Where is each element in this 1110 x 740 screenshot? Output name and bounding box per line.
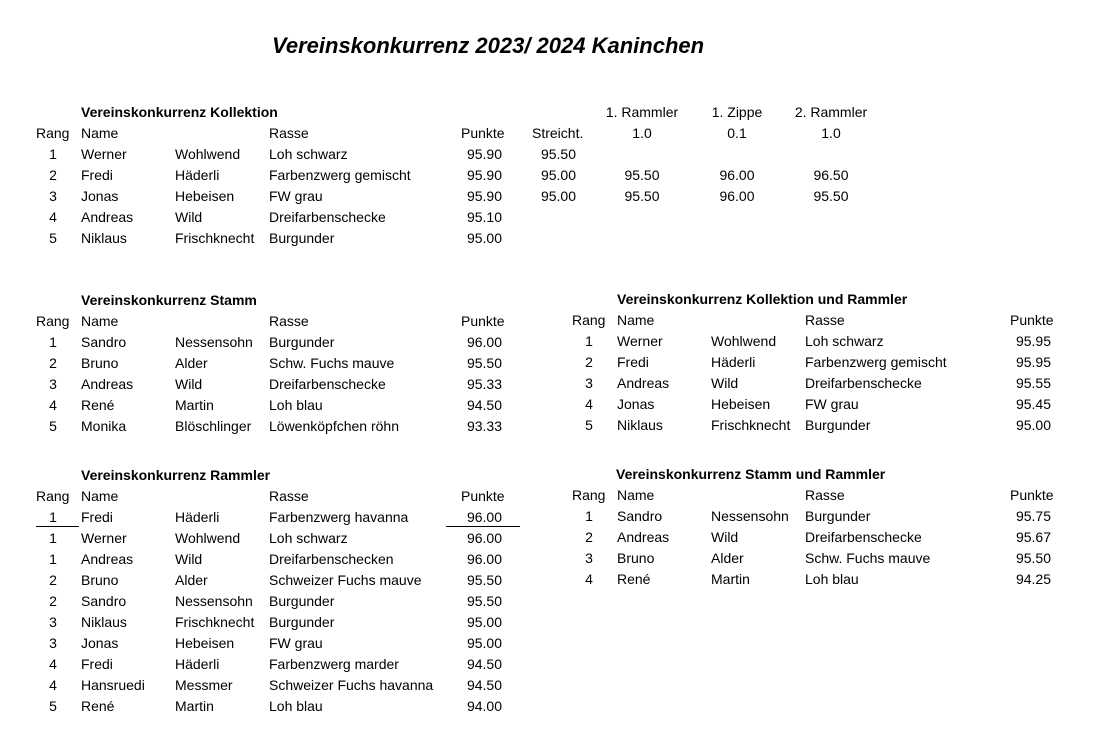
cell-rasse: Farbenzwerg gemischt xyxy=(805,354,947,370)
cell-first-name: Andreas xyxy=(617,529,670,545)
cell-last-name: Hebeisen xyxy=(711,396,771,412)
cell-first-name: Andreas xyxy=(81,209,134,225)
cell-last-name: Frischknecht xyxy=(175,614,255,630)
cell-rang: 1 xyxy=(49,551,57,567)
cell-rang: 4 xyxy=(49,656,57,672)
cell-rang: 1 xyxy=(585,333,593,349)
cell-rasse: Burgunder xyxy=(805,508,871,524)
cell-rang: 5 xyxy=(585,417,593,433)
cell-rasse: Schw. Fuchs mauve xyxy=(269,355,395,371)
header-rasse: Rasse xyxy=(269,125,309,141)
cell-rasse: Farbenzwerg havanna xyxy=(269,509,409,525)
cell-last-name: Häderli xyxy=(175,509,220,525)
cell-rang: 3 xyxy=(49,635,57,651)
cell-rang: 2 xyxy=(585,529,593,545)
cell-first-name: Werner xyxy=(81,146,127,162)
cell-rang: 2 xyxy=(49,355,57,371)
cell-rasse: Schweizer Fuchs mauve xyxy=(269,572,422,588)
cell-zippe-1: 96.00 xyxy=(719,167,755,183)
cell-rasse: Dreifarbenschecke xyxy=(805,529,922,545)
cell-last-name: Hebeisen xyxy=(175,635,235,651)
cell-rasse: Schw. Fuchs mauve xyxy=(805,550,931,566)
punkte-underline xyxy=(446,526,520,527)
cell-last-name: Wild xyxy=(711,529,739,545)
cell-rang: 2 xyxy=(49,593,57,609)
cell-first-name: Jonas xyxy=(81,188,119,204)
cell-streicht: 95.00 xyxy=(540,188,576,204)
cell-punkte: 96.00 xyxy=(466,509,502,525)
cell-rang: 3 xyxy=(49,614,57,630)
cell-punkte: 95.50 xyxy=(1015,550,1051,566)
cell-rasse: Farbenzwerg marder xyxy=(269,656,399,672)
header-rasse: Rasse xyxy=(805,312,845,328)
cell-punkte: 94.00 xyxy=(466,698,502,714)
cell-punkte: 95.00 xyxy=(466,635,502,651)
cell-first-name: Sandro xyxy=(617,508,663,524)
section-title: Vereinskonkurrenz Stamm xyxy=(81,292,257,308)
cell-rasse: FW grau xyxy=(269,635,323,651)
cell-rang: 1 xyxy=(49,334,57,350)
cell-first-name: Jonas xyxy=(81,635,119,651)
header-rang: Rang xyxy=(36,125,70,141)
cell-streicht: 95.50 xyxy=(540,146,576,162)
cell-punkte: 96.00 xyxy=(466,334,502,350)
cell-first-name: Niklaus xyxy=(81,614,127,630)
cell-first-name: Niklaus xyxy=(617,417,663,433)
cell-first-name: Andreas xyxy=(617,375,670,391)
cell-first-name: Sandro xyxy=(81,593,127,609)
cell-first-name: Bruno xyxy=(617,550,655,566)
cell-last-name: Alder xyxy=(175,355,208,371)
header-extra-value: 1.0 xyxy=(821,125,841,141)
cell-first-name: Monika xyxy=(81,418,127,434)
cell-punkte: 95.55 xyxy=(1015,375,1051,391)
cell-rasse: FW grau xyxy=(269,188,323,204)
cell-rasse: Loh schwarz xyxy=(269,530,348,546)
cell-rasse: Burgunder xyxy=(269,614,335,630)
cell-last-name: Wohlwend xyxy=(175,530,241,546)
header-rang: Rang xyxy=(572,312,606,328)
cell-last-name: Frischknecht xyxy=(711,417,791,433)
header-name: Name xyxy=(617,487,655,503)
cell-last-name: Hebeisen xyxy=(175,188,235,204)
cell-first-name: Niklaus xyxy=(81,230,127,246)
cell-last-name: Häderli xyxy=(711,354,756,370)
cell-streicht: 95.00 xyxy=(540,167,576,183)
cell-punkte: 94.50 xyxy=(466,677,502,693)
cell-punkte: 95.95 xyxy=(1015,354,1051,370)
cell-rasse: Schweizer Fuchs havanna xyxy=(269,677,434,693)
cell-rasse: Loh schwarz xyxy=(805,333,884,349)
cell-punkte: 95.45 xyxy=(1015,396,1051,412)
cell-punkte: 95.95 xyxy=(1015,333,1051,349)
header-extra-value: 1.0 xyxy=(632,125,652,141)
cell-rasse: Dreifarbenschecken xyxy=(269,551,394,567)
cell-rang: 5 xyxy=(49,698,57,714)
cell-rang: 4 xyxy=(49,397,57,413)
cell-first-name: Jonas xyxy=(617,396,655,412)
header-rasse: Rasse xyxy=(805,487,845,503)
cell-rammler-2: 95.50 xyxy=(813,188,849,204)
cell-last-name: Wild xyxy=(175,209,203,225)
header-extra: 1. Rammler xyxy=(605,104,679,120)
cell-punkte: 95.67 xyxy=(1015,529,1051,545)
cell-rasse: Löwenköpfchen röhn xyxy=(269,418,399,434)
cell-first-name: Hansruedi xyxy=(81,677,145,693)
cell-rasse: Dreifarbenschecke xyxy=(269,209,386,225)
header-extra: 1. Zippe xyxy=(711,104,763,120)
header-punkte: Punkte xyxy=(1010,312,1054,328)
header-punkte: Punkte xyxy=(461,488,505,504)
cell-punkte: 95.10 xyxy=(466,209,502,225)
cell-zippe-1: 96.00 xyxy=(719,188,755,204)
cell-first-name: Fredi xyxy=(81,167,113,183)
section-title: Vereinskonkurrenz Rammler xyxy=(81,467,271,483)
cell-last-name: Martin xyxy=(175,698,214,714)
header-rang: Rang xyxy=(36,313,70,329)
cell-rang: 3 xyxy=(49,188,57,204)
cell-rasse: Loh schwarz xyxy=(269,146,348,162)
cell-punkte: 95.00 xyxy=(466,230,502,246)
cell-rang: 1 xyxy=(49,146,57,162)
cell-rang: 3 xyxy=(49,376,57,392)
cell-last-name: Häderli xyxy=(175,167,220,183)
cell-rammler-1: 95.50 xyxy=(624,188,660,204)
cell-rang: 2 xyxy=(49,572,57,588)
cell-last-name: Wohlwend xyxy=(175,146,241,162)
cell-punkte: 95.00 xyxy=(1015,417,1051,433)
cell-last-name: Wohlwend xyxy=(711,333,777,349)
cell-last-name: Alder xyxy=(175,572,208,588)
cell-punkte: 95.00 xyxy=(466,614,502,630)
section-title: Vereinskonkurrenz Kollektion und Rammler xyxy=(617,291,908,307)
section-title: Vereinskonkurrenz Kollektion xyxy=(81,104,278,120)
cell-rang: 1 xyxy=(585,508,593,524)
cell-last-name: Blöschlinger xyxy=(175,418,252,434)
cell-first-name: Sandro xyxy=(81,334,127,350)
header-rang: Rang xyxy=(572,487,606,503)
cell-last-name: Nessensohn xyxy=(175,334,253,350)
cell-punkte: 95.50 xyxy=(466,593,502,609)
cell-last-name: Wild xyxy=(175,551,203,567)
cell-last-name: Martin xyxy=(175,397,214,413)
cell-last-name: Häderli xyxy=(175,656,220,672)
header-streicht: Streicht. xyxy=(532,125,584,141)
cell-first-name: Fredi xyxy=(617,354,649,370)
cell-rang: 3 xyxy=(585,550,593,566)
cell-last-name: Wild xyxy=(175,376,203,392)
cell-last-name: Martin xyxy=(711,571,750,587)
cell-first-name: René xyxy=(617,571,651,587)
cell-rasse: Burgunder xyxy=(805,417,871,433)
cell-punkte: 94.50 xyxy=(466,397,502,413)
cell-rasse: Burgunder xyxy=(269,230,335,246)
cell-first-name: Werner xyxy=(617,333,663,349)
cell-first-name: René xyxy=(81,397,115,413)
cell-rang: 1 xyxy=(49,530,57,546)
header-rang: Rang xyxy=(36,488,70,504)
cell-first-name: Fredi xyxy=(81,656,113,672)
header-name: Name xyxy=(81,313,119,329)
cell-punkte: 94.50 xyxy=(466,656,502,672)
cell-rang: 1 xyxy=(49,509,57,525)
cell-punkte: 95.90 xyxy=(466,146,502,162)
cell-punkte: 95.33 xyxy=(466,376,502,392)
cell-first-name: Andreas xyxy=(81,376,134,392)
header-punkte: Punkte xyxy=(1010,487,1054,503)
cell-rasse: Dreifarbenschecke xyxy=(805,375,922,391)
page-title: Vereinskonkurrenz 2023/ 2024 Kaninchen xyxy=(272,33,705,58)
cell-rang: 3 xyxy=(585,375,593,391)
cell-rang: 4 xyxy=(49,209,57,225)
cell-rammler-2: 96.50 xyxy=(813,167,849,183)
header-punkte: Punkte xyxy=(461,313,505,329)
header-punkte: Punkte xyxy=(461,125,505,141)
cell-first-name: René xyxy=(81,698,115,714)
cell-first-name: Andreas xyxy=(81,551,134,567)
cell-rasse: Farbenzwerg gemischt xyxy=(269,167,411,183)
cell-rang: 4 xyxy=(585,396,593,412)
cell-last-name: Nessensohn xyxy=(175,593,253,609)
cell-rasse: Dreifarbenschecke xyxy=(269,376,386,392)
header-name: Name xyxy=(81,488,119,504)
header-name: Name xyxy=(81,125,119,141)
cell-first-name: Werner xyxy=(81,530,127,546)
cell-rang: 4 xyxy=(585,571,593,587)
cell-punkte: 94.25 xyxy=(1015,571,1051,587)
section-title: Vereinskonkurrenz Stamm und Rammler xyxy=(616,466,886,482)
cell-rasse: Burgunder xyxy=(269,593,335,609)
cell-first-name: Fredi xyxy=(81,509,113,525)
cell-punkte: 95.50 xyxy=(466,572,502,588)
cell-rasse: FW grau xyxy=(805,396,859,412)
header-rasse: Rasse xyxy=(269,313,309,329)
cell-punkte: 95.50 xyxy=(466,355,502,371)
cell-rang: 4 xyxy=(49,677,57,693)
cell-punkte: 93.33 xyxy=(466,418,502,434)
cell-punkte: 95.90 xyxy=(466,167,502,183)
cell-rammler-1: 95.50 xyxy=(624,167,660,183)
cell-rang: 5 xyxy=(49,230,57,246)
cell-rasse: Loh blau xyxy=(805,571,859,587)
header-name: Name xyxy=(617,312,655,328)
cell-punkte: 96.00 xyxy=(466,551,502,567)
header-rasse: Rasse xyxy=(269,488,309,504)
cell-punkte: 95.75 xyxy=(1015,508,1051,524)
cell-rasse: Burgunder xyxy=(269,334,335,350)
cell-first-name: Bruno xyxy=(81,572,119,588)
cell-rang: 5 xyxy=(49,418,57,434)
cell-last-name: Wild xyxy=(711,375,739,391)
cell-punkte: 96.00 xyxy=(466,530,502,546)
cell-last-name: Frischknecht xyxy=(175,230,255,246)
cell-rasse: Loh blau xyxy=(269,698,323,714)
rang-underline xyxy=(36,526,79,527)
cell-last-name: Messmer xyxy=(175,677,233,693)
cell-rang: 2 xyxy=(585,354,593,370)
header-extra-value: 0.1 xyxy=(727,125,747,141)
cell-first-name: Bruno xyxy=(81,355,119,371)
cell-rang: 2 xyxy=(49,167,57,183)
cell-rasse: Loh blau xyxy=(269,397,323,413)
header-extra: 2. Rammler xyxy=(794,104,868,120)
cell-punkte: 95.90 xyxy=(466,188,502,204)
cell-last-name: Alder xyxy=(711,550,744,566)
cell-last-name: Nessensohn xyxy=(711,508,789,524)
